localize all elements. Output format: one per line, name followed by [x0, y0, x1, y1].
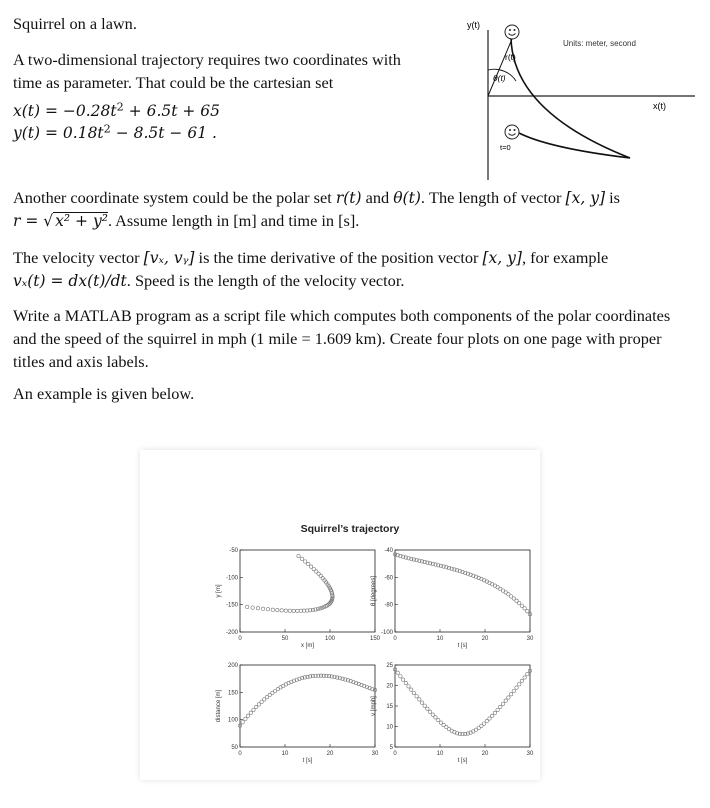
- subplot-3-ylabel: distance [m]: [216, 689, 222, 723]
- polar-r-eq: r =: [13, 212, 44, 231]
- sqrt-expression: x² + y²: [55, 212, 108, 231]
- subplot-2-xtick-label: 0: [393, 636, 397, 642]
- subplot-4-ylabel: v [mph]: [371, 696, 377, 716]
- trajectory-diagram: [455, 8, 710, 188]
- subplot-4-xtick-label: 30: [526, 751, 534, 757]
- example-figure-svg: [140, 450, 540, 780]
- squirrel-start-icon: [505, 125, 519, 139]
- figure-suptitle: Squirrel’s trajectory: [300, 523, 400, 535]
- equation-y-rest: − 8.5t − 61 .: [110, 124, 217, 142]
- subplot-2-ytick-label: -80: [384, 602, 393, 609]
- equation-y-lhs: y(t) = 0.18t: [13, 124, 104, 142]
- subplot-4-xlabel: t [s]: [457, 758, 468, 764]
- subplot-3-xtick-label: 0: [238, 751, 242, 757]
- subplot-4-ytick-label: 10: [386, 724, 393, 731]
- velocity-text-b: is the time derivative of the position vector: [194, 248, 483, 267]
- subplot-3-ytick-label: 150: [227, 690, 238, 697]
- subplot-2-ylabel: θ [degrees]: [371, 575, 377, 607]
- subplot-4-ytick-label: 5: [389, 745, 393, 751]
- subplot-3-ytick-label: 200: [227, 663, 238, 669]
- polar-text-e: . Assume length in [m] and time in [s].: [107, 211, 360, 231]
- polar-r: r(t): [335, 189, 362, 207]
- subplot-1-ylabel: y [m]: [216, 584, 222, 598]
- polar-theta: θ(t): [393, 189, 421, 207]
- subplot-2-xlabel: t [s]: [457, 643, 468, 649]
- subplot-1-ytick-label: -200: [225, 630, 238, 636]
- velocity-vector: [vₓ, vᵧ]: [143, 249, 195, 267]
- polar-text-a: Another coordinate system could be the polar set: [13, 188, 336, 207]
- subplot-4-ytick-label: 25: [386, 663, 393, 669]
- squirrel-top-icon: [505, 25, 519, 39]
- subplot-3-ytick-label: 50: [231, 745, 238, 751]
- subplot-1-xlabel: x [m]: [301, 643, 314, 649]
- subplot-1-ytick-label: -150: [225, 602, 238, 609]
- example-line: An example is given below.: [13, 384, 195, 403]
- velocity-text-a: The velocity vector: [13, 248, 144, 267]
- subplot-2-xtick-label: 30: [526, 636, 534, 642]
- subplot-2-ytick-label: -40: [384, 548, 393, 554]
- theta-label: θ(t): [493, 73, 506, 83]
- intro-paragraph: A two-dimensional trajectory requires two coordinates with time as parameter. That could be the cartesian set: [13, 50, 401, 93]
- subplot-1-ytick-label: -50: [229, 548, 238, 554]
- polar-paragraph: Another coordinate system could be the polar set r(t) and θ(t). The length of vector [x, y] is r = √ x² + y². Assume length in [m] and time in [s].: [13, 188, 620, 231]
- subplot-3-xlabel: t [s]: [302, 758, 313, 764]
- task-paragraph: Write a MATLAB program as a script file which computes both components of the polar coordinates and the speed of the squirrel in mph (1 mile = 1.609 km). Create four plots on one page with proper titles and axis labels.: [13, 306, 671, 372]
- subplot-1-xtick-label: 100: [324, 636, 336, 642]
- subplot-2-ytick-label: -60: [384, 575, 393, 582]
- subplot-3-xtick-label: 20: [326, 751, 334, 757]
- polar-text-d: is: [605, 188, 620, 207]
- equation-x: $x(t) = -0.28t^2 + 6.5t + 65$: [13, 100, 221, 120]
- problem-title: Squirrel on a lawn.: [13, 14, 137, 33]
- subplot-4-xtick-label: 0: [393, 751, 397, 757]
- velocity-text-c: , for example: [521, 248, 609, 267]
- subplot-4-ytick-label: 20: [386, 683, 393, 690]
- trajectory-curve: [511, 38, 630, 158]
- velocity-text-d: . Speed is the length of the velocity vector.: [126, 271, 405, 291]
- polar-text-b: and: [361, 188, 394, 207]
- subplot-4-ytick-label: 15: [386, 704, 393, 710]
- polar-vector: [x, y]: [565, 189, 605, 207]
- subplot-2-xtick-label: 10: [436, 636, 444, 642]
- vx-equation: vₓ(t) = dx(t)/dt: [13, 272, 127, 291]
- position-vector: [x, y]: [482, 249, 522, 267]
- subplot-1-ytick-label: -100: [225, 575, 238, 582]
- x-axis-label: x(t): [653, 101, 666, 111]
- subplot-3-xtick-label: 10: [281, 751, 289, 757]
- t0-label: t=0: [500, 143, 511, 152]
- equation-x-lhs: x(t) = −0.28t: [13, 102, 117, 120]
- units-label: Units: meter, second: [563, 39, 636, 48]
- subplot-4-xtick-label: 20: [481, 751, 489, 757]
- polar-text-c: . The length of vector: [420, 188, 566, 207]
- subplot-4-xtick-label: 10: [436, 751, 444, 757]
- subplot-1-xtick-label: 50: [281, 636, 289, 642]
- radius-vector-line: [488, 39, 512, 96]
- subplot-1-xtick-label: 0: [238, 636, 242, 642]
- subplot-4-frame: [395, 665, 530, 747]
- example-figure: [140, 450, 540, 780]
- radius-label: r(t): [505, 52, 516, 62]
- subplot-3-frame: [240, 665, 375, 747]
- velocity-paragraph: [13, 246, 693, 292]
- subplot-3-xtick-label: 30: [371, 751, 379, 757]
- subplot-1-xtick-label: 150: [369, 636, 381, 642]
- subplot-2-frame: [395, 550, 530, 632]
- equation-x-rest: + 6.5t + 65: [123, 102, 221, 120]
- y-axis-label: y(t): [467, 20, 480, 30]
- subplot-2-xtick-label: 20: [481, 636, 489, 642]
- subplot-2-ytick-label: -100: [380, 630, 393, 636]
- equation-y: $y(t) = 0.18t^2 - 8.5t - 61$ .: [13, 122, 217, 142]
- subplot-3-ytick-label: 100: [227, 717, 238, 724]
